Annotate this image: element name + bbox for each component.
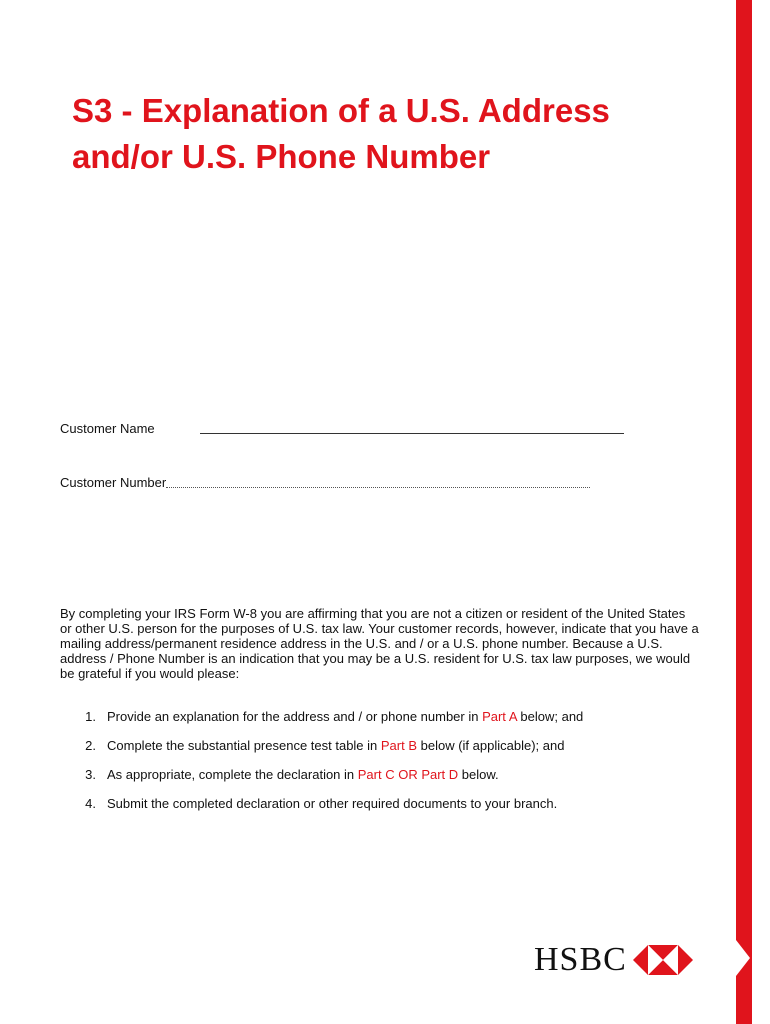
list-item: 3. As appropriate, complete the declaration in Part C OR Part D below. <box>85 767 499 782</box>
part-c-d-reference: Part C OR Part D <box>357 767 459 782</box>
red-side-bar <box>736 0 752 1024</box>
list-item: 1. Provide an explanation for the address and / or phone number in Part A below; and <box>85 709 584 724</box>
part-a-reference: Part A <box>482 709 517 724</box>
part-b-reference: Part B <box>380 738 418 753</box>
customer-number-field[interactable] <box>166 487 590 488</box>
logo-text: HSBC <box>534 941 627 978</box>
customer-name-field[interactable] <box>200 433 624 434</box>
list-item: 2. Complete the substantial presence test table in Part B below (if applicable); and <box>85 738 565 753</box>
customer-number-label: Customer Number <box>60 475 167 490</box>
intro-paragraph: By completing your IRS Form W-8 you are affirming that you are not a citizen or resident of the United States or other U.S. person for the purposes of U.S. tax law. Your customer records, however, indicate that you have a mailing address/permanent residence address in the U.S. and / or a U.S. phone number. Because a U.S. address / Phone Number is an indication that you may be a U.S. resident for U.S. tax law purposes, we would be grateful if you would please: <box>60 606 699 681</box>
customer-name-label: Customer Name <box>60 421 155 436</box>
page-title: S3 - Explanation of a U.S. Address and/or U.S. Phone Number <box>72 92 610 175</box>
hsbc-hexagon-icon <box>633 945 693 975</box>
list-item: 4. Submit the completed declaration or other required documents to your branch. <box>85 796 558 811</box>
instruction-list <box>60 708 700 824</box>
hsbc-logo <box>534 940 693 980</box>
red-bar-notch <box>736 940 750 976</box>
